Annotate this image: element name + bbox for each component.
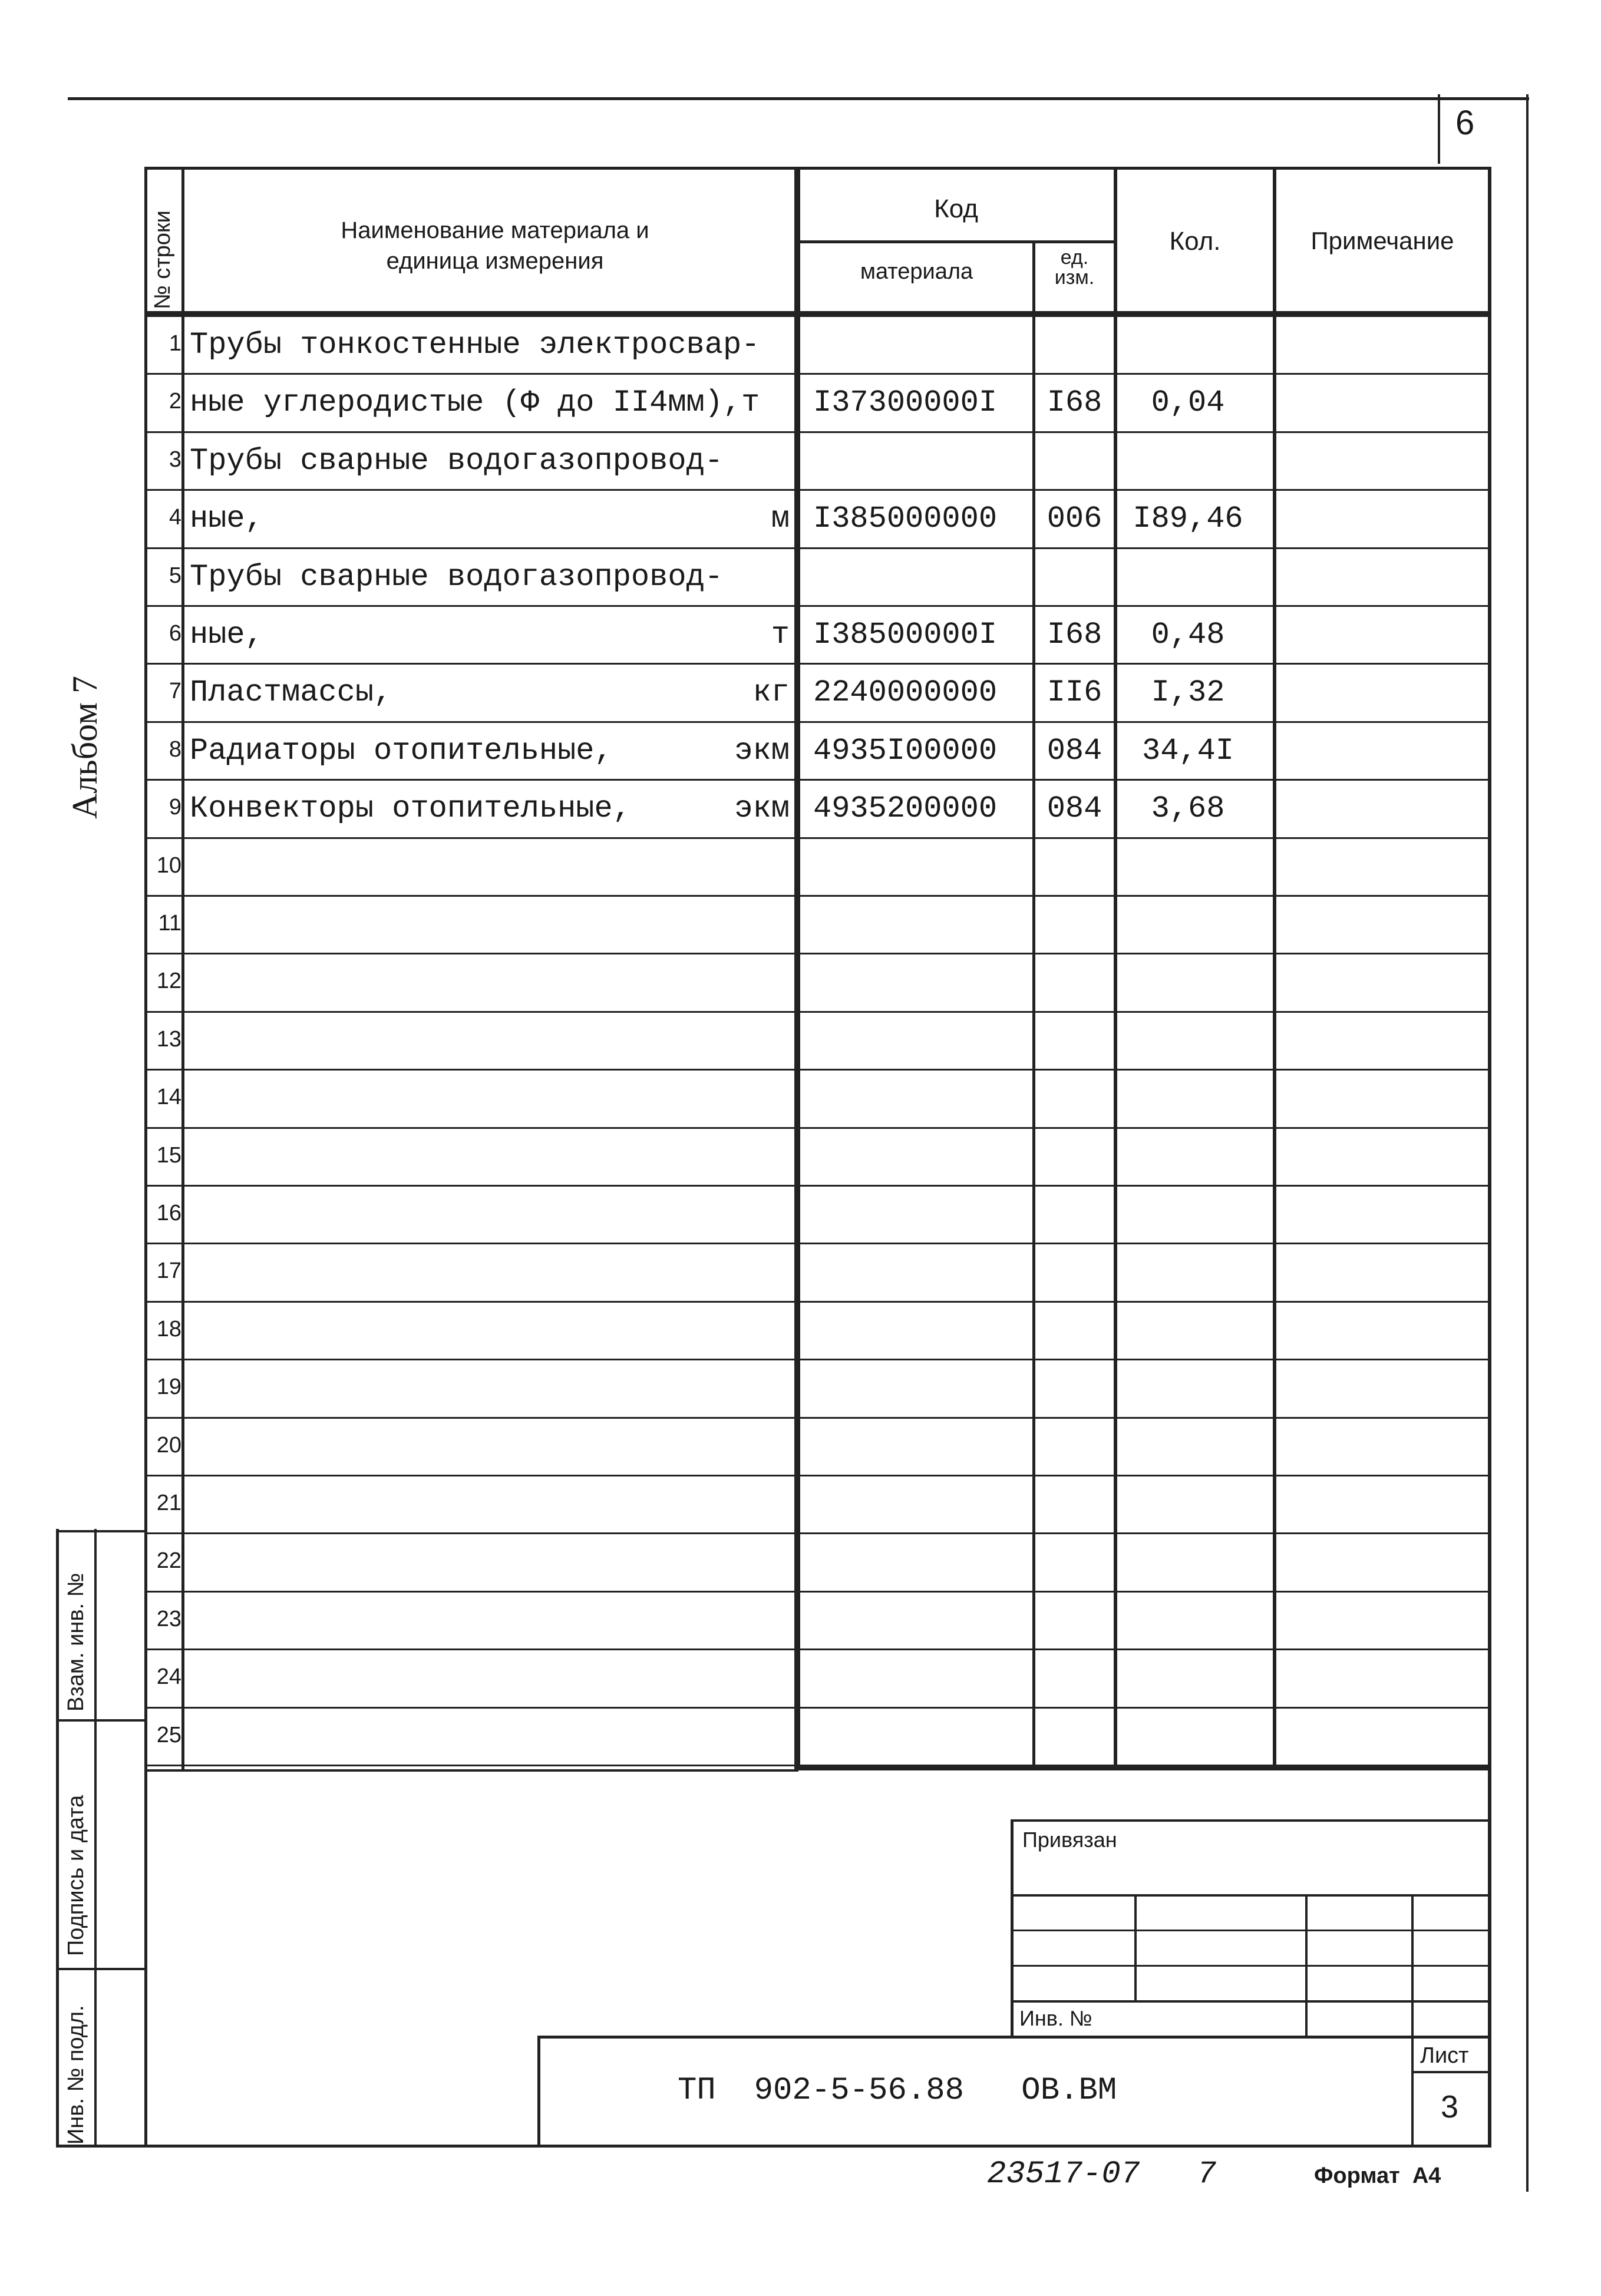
col-sep-material	[1032, 242, 1035, 1769]
right-margin-line	[1526, 94, 1529, 2192]
row-number: 7	[169, 679, 181, 703]
stamp-rule1	[1011, 1894, 1488, 1897]
row-number: 16	[156, 1201, 181, 1225]
row-name: Пластмассы,	[190, 675, 392, 710]
row-qty: I89,46	[1133, 501, 1243, 536]
row-name: Трубы сварные водогазопровод-	[190, 444, 723, 478]
row-unit-word: экм	[734, 734, 790, 768]
code-subheader-rule	[795, 240, 1117, 243]
page-number: 6	[1455, 104, 1475, 142]
row-number: 2	[169, 389, 181, 414]
row-number: 17	[156, 1258, 181, 1283]
header-name: Наименование материала и единица измерения	[341, 217, 649, 274]
stamp-main-left	[537, 2036, 540, 2148]
stamp-vsep1	[1134, 1894, 1137, 2000]
row-number: 21	[156, 1491, 181, 1515]
row-number: 14	[156, 1085, 181, 1109]
stamp-left	[1011, 1819, 1014, 2037]
row-number: 13	[156, 1027, 181, 1052]
row-separator	[147, 1649, 1488, 1650]
row-name: Трубы сварные водогазопровод-	[190, 560, 723, 594]
header-bottom-rule	[144, 311, 1491, 317]
row-number: 23	[156, 1607, 181, 1631]
row-separator	[147, 1127, 1488, 1129]
row-number: 6	[169, 621, 181, 646]
row-separator	[147, 953, 1488, 954]
row-number: 25	[156, 1723, 181, 1747]
table-bottom-rule	[794, 1765, 1491, 1770]
stamp-rule2	[1011, 1930, 1488, 1931]
row-separator	[147, 721, 1488, 723]
row-separator	[147, 837, 1488, 839]
stamp-vsep3	[1411, 1894, 1414, 2148]
row-separator	[147, 547, 1488, 549]
stamp-vsep2	[1305, 1894, 1308, 2036]
header-material: материала	[860, 259, 973, 284]
row-separator	[147, 895, 1488, 897]
row-separator	[147, 1069, 1488, 1071]
side-stamp-div1	[56, 1719, 147, 1722]
row-code: 2240000000	[813, 675, 998, 710]
row-number: 3	[169, 447, 181, 472]
row-qty: 0,48	[1151, 617, 1225, 652]
side-stamp-mid	[94, 1529, 97, 2148]
row-unit: II6	[1047, 675, 1102, 710]
row-separator	[147, 1359, 1488, 1360]
row-number: 4	[169, 505, 181, 530]
table-bottom-rule-left	[144, 1769, 798, 1772]
row-number: 19	[156, 1375, 181, 1399]
header-qty: Кол.	[1169, 227, 1221, 256]
album-label: Альбом 7	[65, 676, 104, 819]
row-separator	[147, 663, 1488, 665]
row-name: ные,	[190, 501, 263, 536]
side-stamp-div2	[56, 1968, 147, 1970]
header-note: Примечание	[1310, 227, 1454, 255]
row-name: Конвекторы отопительные,	[190, 791, 631, 826]
row-qty: 3,68	[1151, 791, 1225, 826]
row-unit: I68	[1047, 617, 1102, 652]
row-name: ные углеродистые (Ф до II4мм),т	[190, 385, 760, 420]
page-number-box-left	[1438, 94, 1440, 164]
col-sep-no	[181, 167, 184, 1769]
side-podpis: Подпись и дата	[64, 1795, 88, 1956]
side-stamp-left	[56, 1529, 59, 2148]
row-unit-word: экм	[734, 791, 790, 826]
row-number: 20	[156, 1433, 181, 1458]
row-separator	[147, 1707, 1488, 1709]
row-unit-word: кг	[752, 675, 790, 710]
row-separator	[147, 1591, 1488, 1593]
col-sep-qty	[1273, 167, 1276, 1769]
row-number: 8	[169, 737, 181, 762]
row-separator	[147, 1243, 1488, 1244]
row-code: I385000000	[813, 501, 998, 536]
row-number: 12	[156, 969, 181, 993]
frame-bottom	[56, 2145, 1491, 2148]
stamp-sheet-label: Лист	[1420, 2043, 1469, 2068]
row-separator	[147, 1532, 1488, 1534]
row-unit: 084	[1047, 734, 1102, 768]
row-unit-word: т	[771, 617, 790, 652]
side-vzam: Взам. инв. №	[64, 1572, 88, 1712]
stamp-sheet-no: 3	[1441, 2089, 1459, 2125]
row-unit-word: м	[771, 501, 790, 536]
row-separator	[147, 431, 1488, 433]
stamp-privyazan: Привязан	[1022, 1828, 1117, 1852]
stamp-doc-code: ТП 902-5-56.88 ОВ.ВМ	[678, 2073, 1117, 2109]
footer-handwritten: 23517-07 7	[987, 2156, 1216, 2192]
row-qty: 0,04	[1151, 385, 1225, 420]
row-separator	[147, 373, 1488, 375]
row-separator	[147, 1185, 1488, 1187]
frame-right	[1488, 167, 1491, 2146]
row-unit: I68	[1047, 385, 1102, 420]
header-row-no: № строки	[150, 210, 175, 309]
row-number: 18	[156, 1317, 181, 1342]
row-separator	[147, 1475, 1488, 1476]
row-number: 22	[156, 1548, 181, 1573]
row-qty: I,32	[1151, 675, 1225, 710]
row-separator	[147, 1011, 1488, 1013]
col-sep-name	[794, 167, 800, 1769]
row-number: 1	[169, 331, 181, 356]
row-code: 4935200000	[813, 791, 998, 826]
side-inv: Инв. № подл.	[64, 2005, 88, 2145]
row-unit: 084	[1047, 791, 1102, 826]
stamp-main-top	[539, 2036, 1491, 2039]
row-separator	[147, 489, 1488, 491]
stamp-sheet-rule	[1411, 2071, 1491, 2073]
row-name: ные,	[190, 617, 263, 652]
stamp-rule3	[1011, 1965, 1488, 1967]
stamp-top	[1011, 1819, 1488, 1822]
row-separator	[147, 1301, 1488, 1303]
row-number: 15	[156, 1143, 181, 1168]
header-code: Код	[934, 194, 978, 223]
row-number: 10	[156, 853, 181, 878]
row-number: 24	[156, 1664, 181, 1689]
row-code: 4935I00000	[813, 734, 998, 768]
row-code: I37300000I	[813, 385, 998, 420]
row-name: Радиаторы отопительные,	[190, 734, 613, 768]
row-unit: 006	[1047, 501, 1102, 536]
frame-top	[144, 167, 1491, 170]
row-number: 11	[158, 911, 181, 936]
row-number: 5	[169, 563, 181, 588]
footer-format: Формат А4	[1314, 2163, 1441, 2188]
side-stamp-top	[56, 1530, 147, 1532]
row-separator	[147, 1417, 1488, 1419]
row-number: 9	[169, 795, 181, 820]
stamp-inv-no: Инв. №	[1019, 2006, 1092, 2030]
row-code: I38500000I	[813, 617, 998, 652]
top-rule	[68, 97, 1529, 100]
stamp-rule4	[1011, 2000, 1488, 2003]
header-unit: ед. изм.	[1054, 246, 1095, 289]
row-qty: 34,4I	[1141, 734, 1234, 768]
row-separator	[147, 605, 1488, 607]
row-separator	[147, 779, 1488, 781]
row-name: Трубы тонкостенные электросвар-	[190, 328, 760, 362]
